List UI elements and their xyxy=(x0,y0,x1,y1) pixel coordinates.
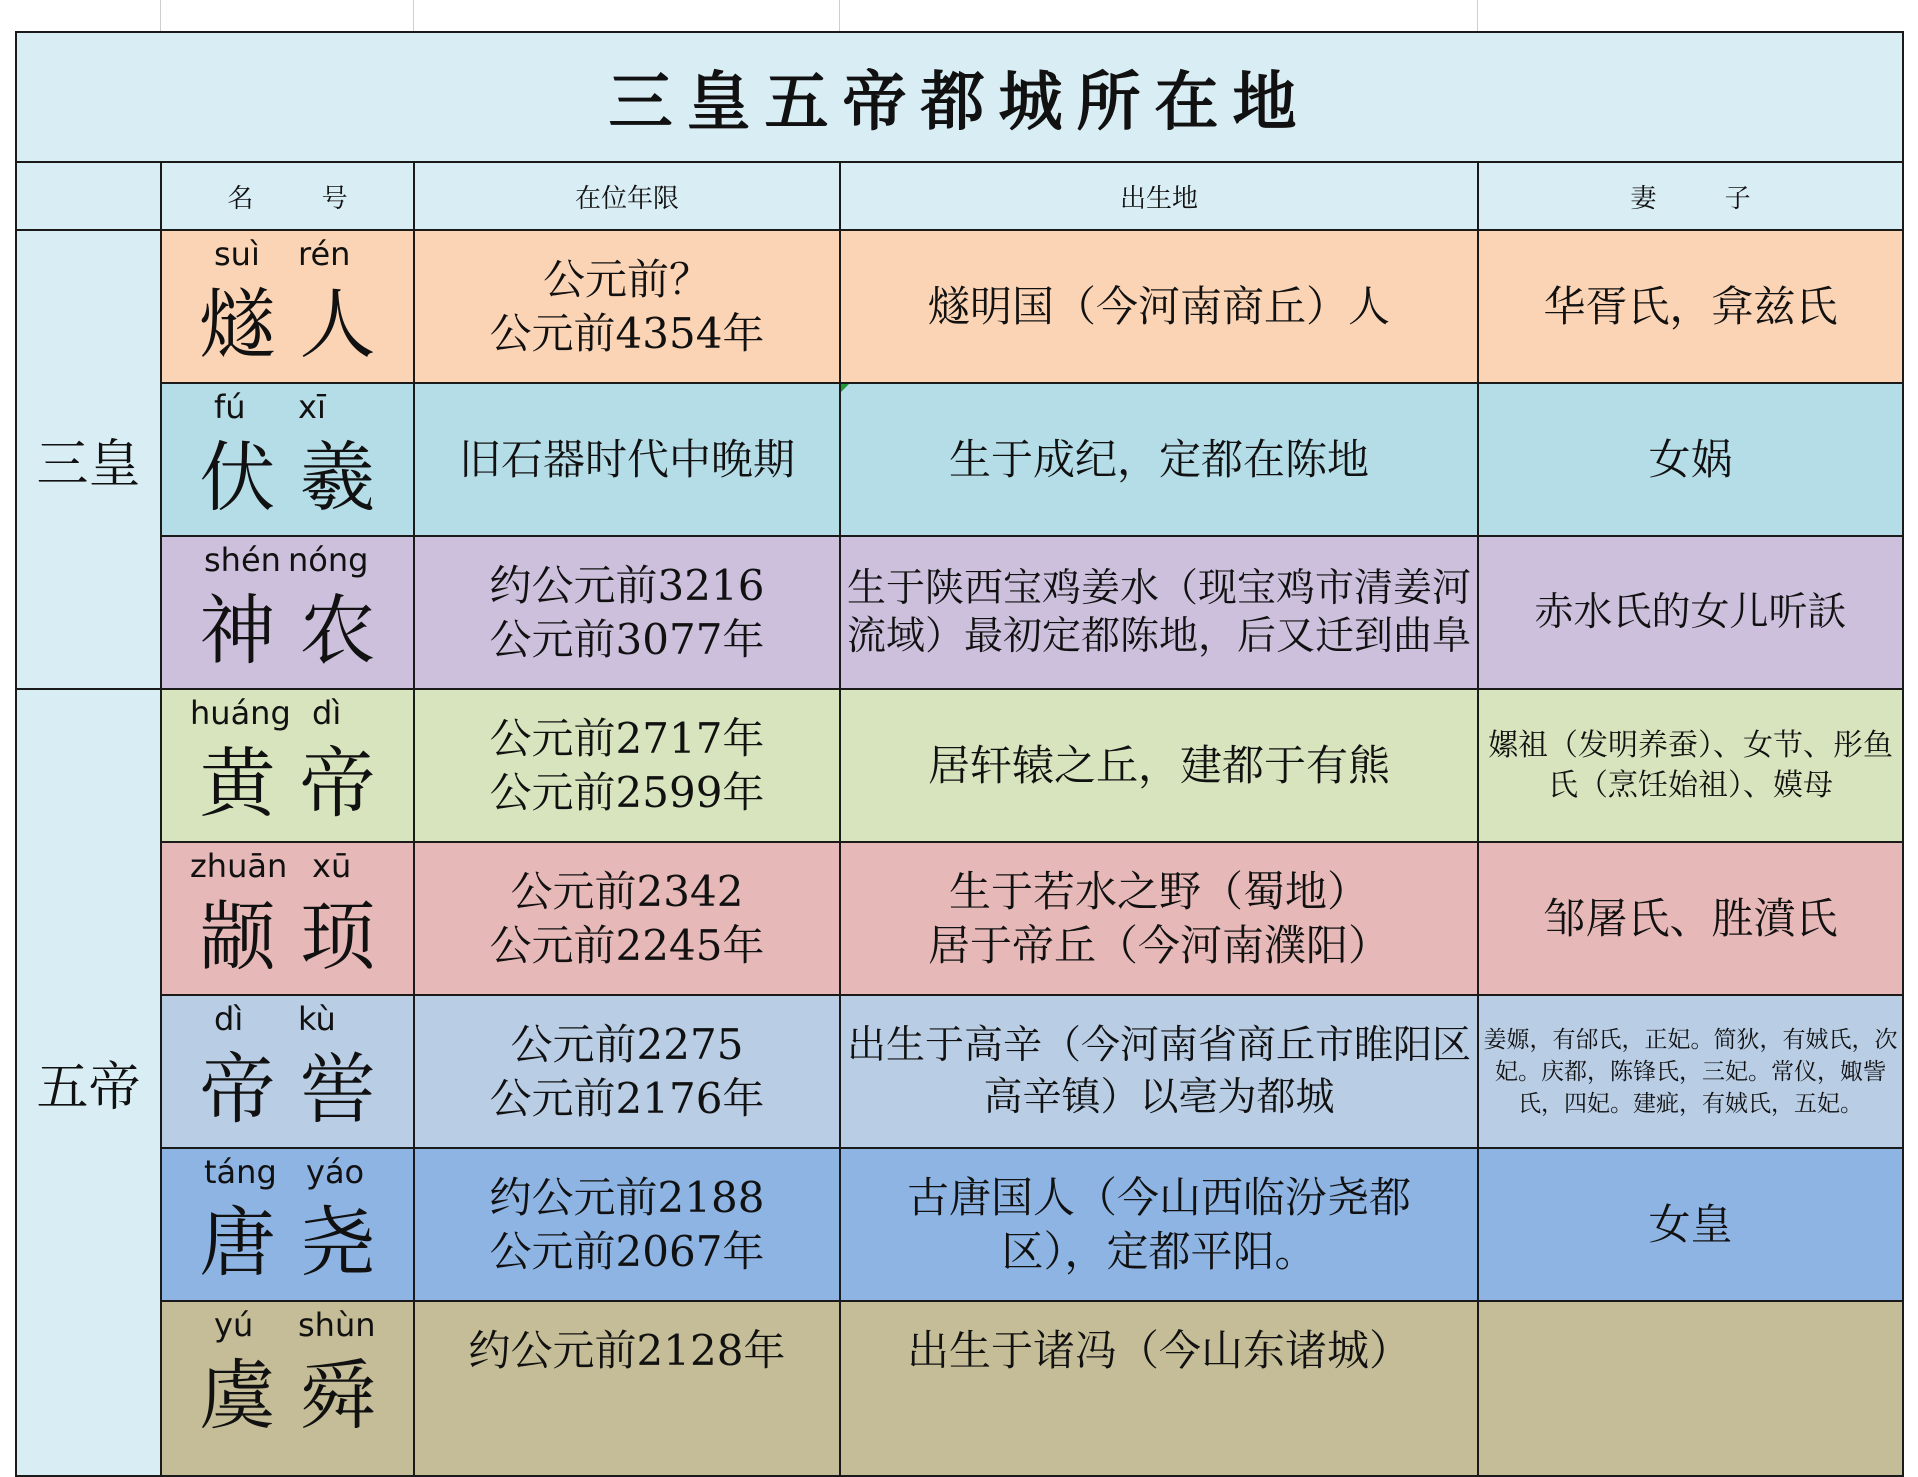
pinyin-1: yú xyxy=(214,1306,254,1344)
hanzi-name: 黄帝 xyxy=(199,739,400,828)
reign-cell[interactable] xyxy=(414,995,840,1148)
wife-cell[interactable]: 女皇 xyxy=(1478,1148,1903,1301)
reign-line-2: 公元前3077年 xyxy=(489,614,765,664)
reign-cell[interactable] xyxy=(414,842,840,995)
birthplace-cell[interactable] xyxy=(840,383,1478,536)
name-cell[interactable] xyxy=(161,689,414,842)
pinyin-2: yáo xyxy=(306,1153,365,1191)
reign-line-1: 约公元前2188 xyxy=(489,1172,765,1222)
reign-cell[interactable] xyxy=(414,1148,840,1301)
table-row xyxy=(16,842,1903,995)
reign-line-1: 公元前2342 xyxy=(510,866,744,916)
reign-line-2: 公元前2599年 xyxy=(489,767,765,817)
birthplace-cell[interactable]: 居轩辕之丘，建都于有熊 xyxy=(840,689,1478,842)
table-row xyxy=(16,689,1903,842)
pinyin-2: xī xyxy=(298,388,326,426)
table-row xyxy=(16,230,1903,383)
reign-line-2: 公元前2176年 xyxy=(489,1073,765,1123)
reign-line-2: 公元前2067年 xyxy=(489,1226,765,1276)
reign-line-2: 公元前2245年 xyxy=(489,920,765,970)
wife-cell[interactable]: 赤水氏的女儿听訞 xyxy=(1478,536,1903,689)
name-cell[interactable] xyxy=(161,383,414,536)
reign-line-1: 公元前2275 xyxy=(510,1019,744,1069)
pinyin xyxy=(162,847,413,891)
header-blank-cell[interactable] xyxy=(16,162,161,230)
name-cell[interactable] xyxy=(161,1148,414,1301)
sheet-grid-top-strip xyxy=(0,0,1918,31)
pinyin-2: kù xyxy=(298,1000,336,1038)
cell-comment-marker xyxy=(841,384,849,392)
hanzi-name: 帝喾 xyxy=(199,1045,400,1134)
pinyin xyxy=(162,541,413,585)
name-cell[interactable] xyxy=(161,842,414,995)
reign-line-1: 公元前？ xyxy=(542,254,711,304)
table-row xyxy=(16,1148,1903,1301)
birthplace-cell[interactable]: 生于陕西宝鸡姜水（现宝鸡市清姜河流域）最初定都陈地，后又迁到曲阜 xyxy=(840,536,1478,689)
birthplace-cell[interactable] xyxy=(840,842,1478,995)
birthplace-line-1: 生于若水之野（蜀地） xyxy=(948,866,1369,916)
hanzi-name: 虞舜 xyxy=(199,1351,400,1440)
header-name[interactable]: 名 号 xyxy=(161,162,414,230)
group-sanhuang[interactable]: 三皇 xyxy=(16,230,161,689)
pinyin-1: fú xyxy=(214,388,246,426)
wife-cell[interactable]: 嫘祖（发明养蚕）、女节、彤鱼氏（烹饪始祖）、嫫母 xyxy=(1478,689,1903,842)
grid-line xyxy=(1477,0,1478,31)
pinyin-1: táng xyxy=(204,1153,277,1191)
pinyin-2: xū xyxy=(312,847,352,885)
birthplace-cell[interactable]: 出生于诸冯（今山东诸城） xyxy=(840,1301,1478,1476)
birthplace-text: 生于成纪，定都在陈地 xyxy=(948,434,1369,484)
pinyin xyxy=(162,1000,413,1044)
sheet-title[interactable]: 三皇五帝都城所在地 xyxy=(16,32,1903,162)
pinyin-2: rén xyxy=(298,235,351,273)
reign-cell[interactable] xyxy=(414,536,840,689)
table-row xyxy=(16,995,1903,1148)
wife-cell[interactable]: 女娲 xyxy=(1478,383,1903,536)
group-wudi[interactable]: 五帝 xyxy=(16,689,161,1476)
pinyin-1: dì xyxy=(214,1000,244,1038)
hanzi-name: 唐尧 xyxy=(199,1198,400,1287)
pinyin xyxy=(162,235,413,279)
pinyin xyxy=(162,694,413,738)
pinyin-1: suì xyxy=(214,235,260,273)
pinyin-1: zhuān xyxy=(190,847,288,885)
table-row xyxy=(16,1301,1903,1476)
header-birthplace[interactable]: 出生地 xyxy=(840,162,1478,230)
reign-line-1: 约公元前3216 xyxy=(489,560,765,610)
hanzi-name: 伏羲 xyxy=(199,433,400,522)
header-reign[interactable]: 在位年限 xyxy=(414,162,840,230)
hanzi-name: 颛顼 xyxy=(199,892,400,981)
pinyin xyxy=(162,388,413,432)
wife-cell[interactable] xyxy=(1478,1301,1903,1476)
grid-line xyxy=(413,0,414,31)
wife-cell[interactable]: 华胥氏，弇兹氏 xyxy=(1478,230,1903,383)
table-row xyxy=(16,536,1903,689)
pinyin-1: shén xyxy=(204,541,281,579)
name-cell[interactable] xyxy=(161,995,414,1148)
hanzi-name: 神农 xyxy=(199,586,400,675)
pinyin-2: nóng xyxy=(288,541,369,579)
pinyin-1: huáng xyxy=(190,694,291,732)
wife-cell[interactable]: 姜嫄，有邰氏，正妃。简狄，有娀氏，次妃。庆都，陈锋氏，三妃。常仪，娵訾氏，四妃。建疵，有娀氏，五妃。 xyxy=(1478,995,1903,1148)
birthplace-line-2: 居于帝丘（今河南濮阳） xyxy=(927,920,1390,970)
pinyin-2: shùn xyxy=(298,1306,376,1344)
name-cell[interactable] xyxy=(161,230,414,383)
pinyin-2: dì xyxy=(312,694,342,732)
emperors-table xyxy=(15,31,1904,1477)
reign-cell[interactable]: 约公元前2128年 xyxy=(414,1301,840,1476)
grid-line xyxy=(160,0,161,31)
hanzi-name: 燧人 xyxy=(199,280,400,369)
birthplace-cell[interactable]: 燧明国（今河南商丘）人 xyxy=(840,230,1478,383)
birthplace-cell[interactable]: 古唐国人（今山西临汾尧都区），定都平阳。 xyxy=(840,1148,1478,1301)
reign-line-2: 公元前4354年 xyxy=(489,308,765,358)
pinyin xyxy=(162,1153,413,1197)
pinyin xyxy=(162,1306,413,1350)
birthplace-cell[interactable]: 出生于高辛（今河南省商丘市睢阳区高辛镇）以亳为都城 xyxy=(840,995,1478,1148)
header-wife[interactable]: 妻 子 xyxy=(1478,162,1903,230)
grid-line xyxy=(839,0,840,31)
reign-cell[interactable]: 旧石器时代中晚期 xyxy=(414,383,840,536)
wife-cell[interactable]: 邹屠氏、胜濆氏 xyxy=(1478,842,1903,995)
name-cell[interactable] xyxy=(161,536,414,689)
table-row xyxy=(16,383,1903,536)
reign-cell[interactable] xyxy=(414,689,840,842)
name-cell[interactable] xyxy=(161,1301,414,1476)
reign-line-1: 公元前2717年 xyxy=(489,713,765,763)
reign-cell[interactable] xyxy=(414,230,840,383)
